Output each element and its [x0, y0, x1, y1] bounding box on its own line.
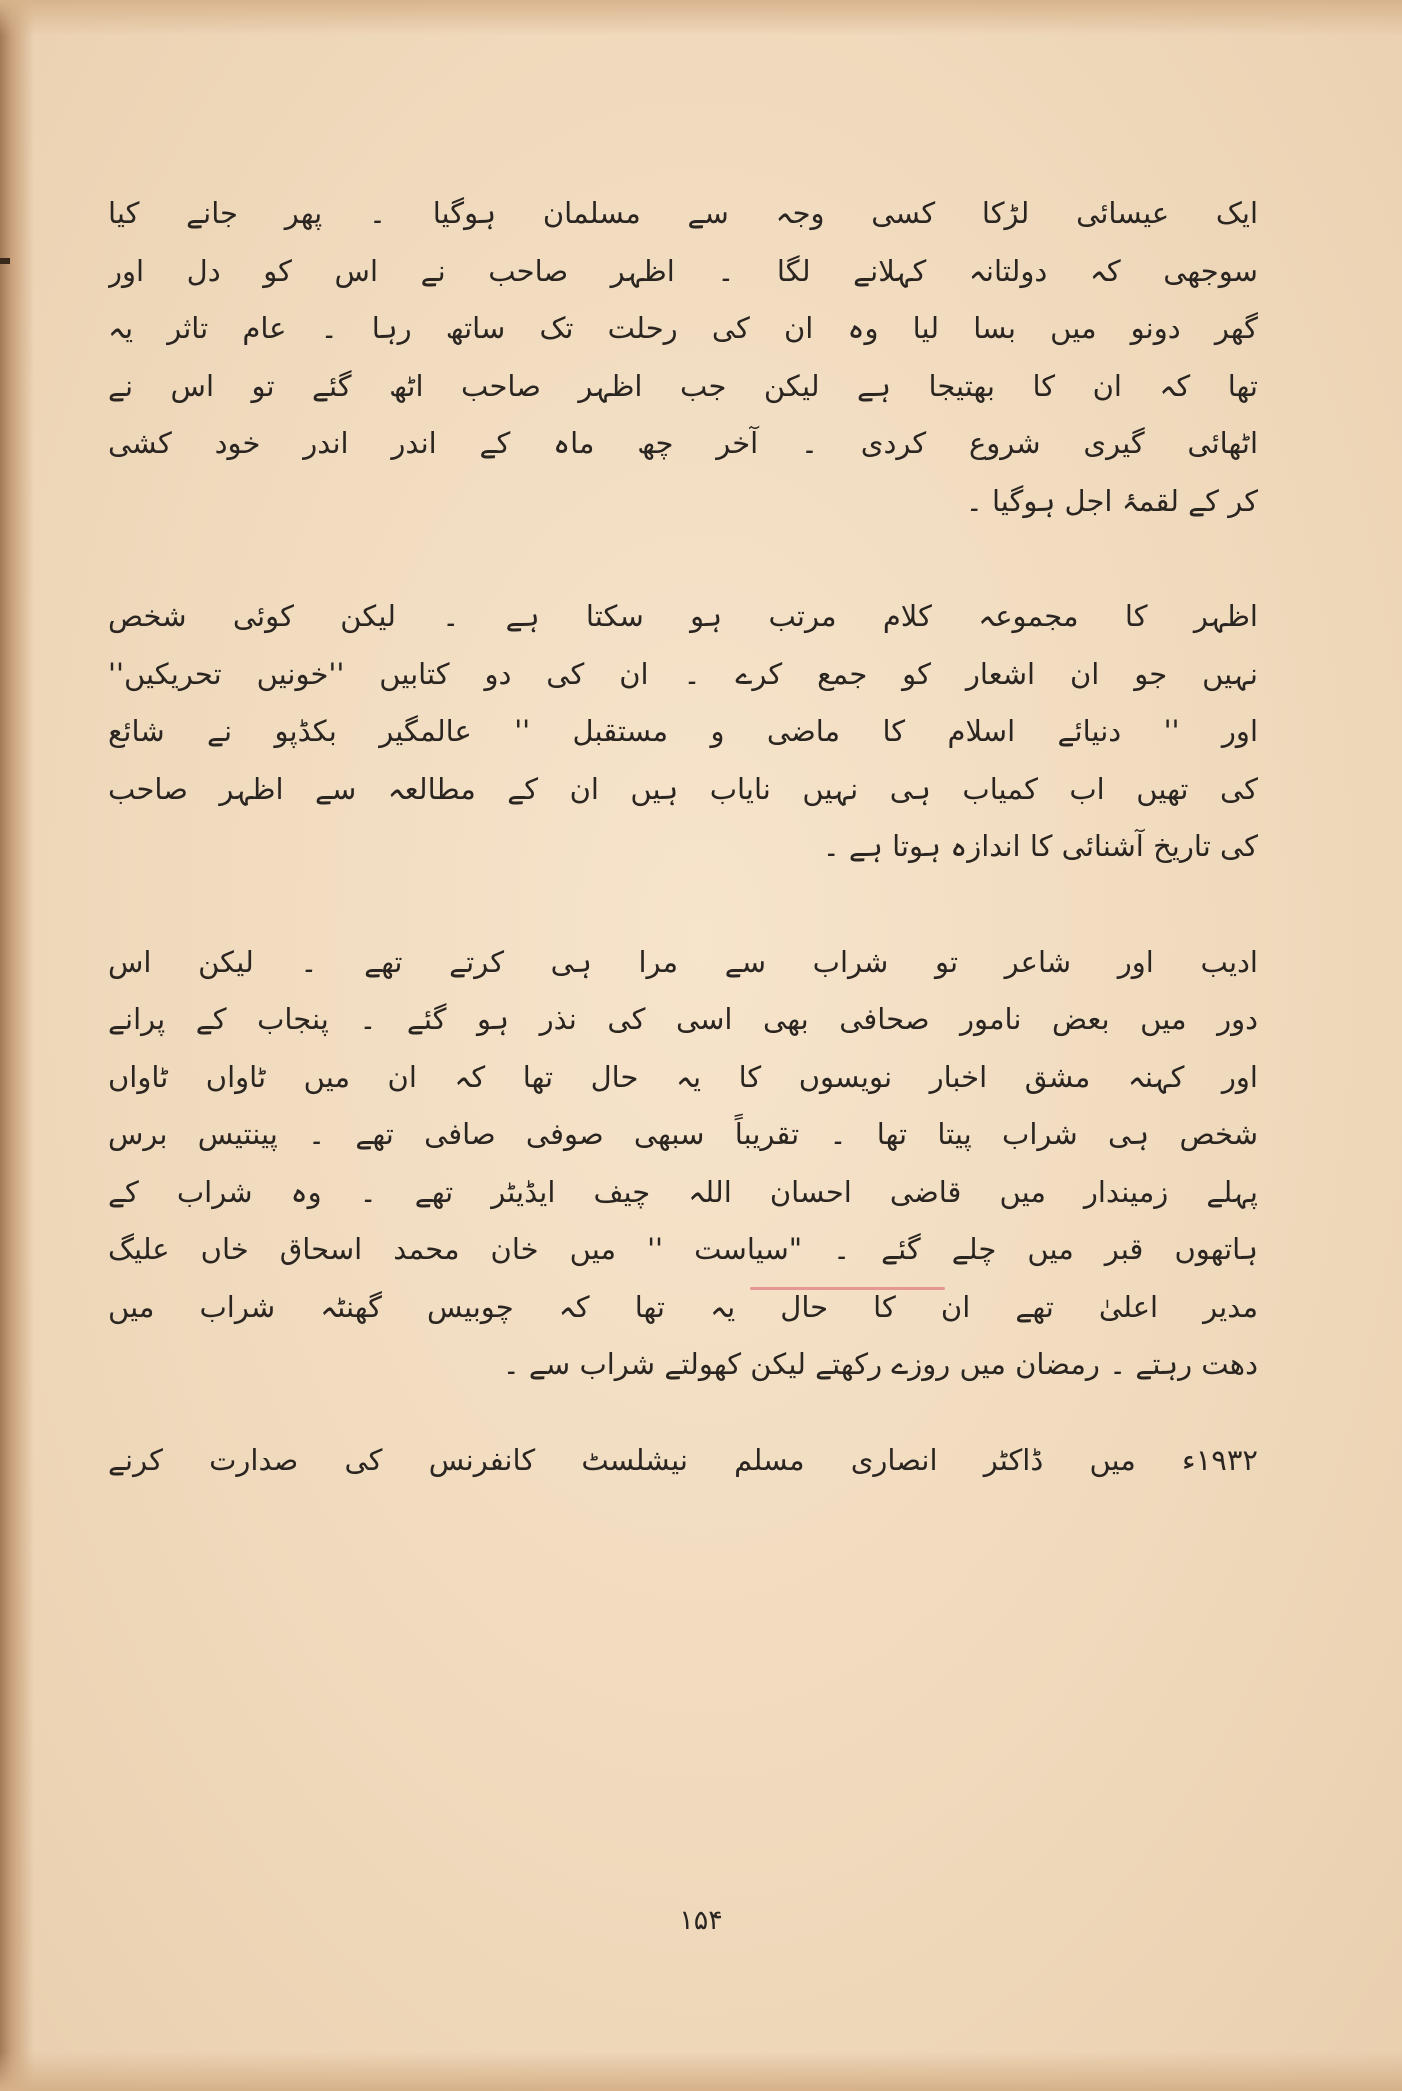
text-line: دور میں بعض نامور صحافی بھی اسی کی نذر ہو گئے ۔ پنجاب کے پرانے: [108, 1002, 1258, 1036]
page-gutter-shadow: [0, 0, 34, 2091]
text-line: تھا کہ ان کا بھتیجا ہے لیکن جب اظہر صاحب اٹھ گئے تو اس نے: [108, 368, 1258, 403]
text-line: پہلے زمیندار میں قاضی احسان اللہ چیف ایڈیٹر تھے ۔ وہ شراب کے: [108, 1174, 1258, 1209]
page-top-edge: [0, 0, 1402, 36]
text-line: کی تھیں اب کمیاب ہی نہیں نایاب ہیں ان کے مطالعہ سے اظہر صاحب: [108, 771, 1258, 806]
text-line: کی تاریخ آشنائی کا اندازہ ہوتا ہے ۔: [822, 829, 1258, 863]
text-line: اور کہنہ مشق اخبار نویسوں کا یہ حال تھا کہ ان میں ٹاواں ٹاواں: [108, 1059, 1258, 1094]
text-line: ہاتھوں قبر میں چلے گئے ۔ "سیاست '' میں خان محمد اسحاق خاں علیگ: [108, 1232, 1258, 1266]
pen-underline-mark: [750, 1287, 945, 1290]
text-line: اظہر کا مجموعہ کلام مرتب ہو سکتا ہے ۔ لیکن کوئی شخص: [108, 599, 1258, 633]
text-line: دھت رہتے ۔ رمضان میں روزے رکھتے لیکن کھولتے شراب سے ۔: [502, 1347, 1258, 1381]
body-text: [108, 185, 1258, 1489]
text-line: ایک عیسائی لڑکا کسی وجہ سے مسلمان ہوگیا ۔ پھر جانے کیا: [108, 196, 1258, 230]
text-line: ۱۹۳۲ء میں ڈاکٹر انصاری مسلم نیشلسٹ کانفرنس کی صدارت کرنے: [108, 1442, 1258, 1477]
text-line: کر کے لقمۂ اجل ہوگیا ۔: [965, 483, 1258, 518]
paragraph-2: [108, 588, 1258, 876]
paragraph-3: [108, 934, 1258, 1394]
text-line: گھر دونو میں بسا لیا وہ ان کی رحلت تک ساتھ رہا ۔ عام تاثر یہ: [108, 311, 1258, 345]
text-line: سوجھی کہ دولتانہ کہلانے لگا ۔ اظہر صاحب نے اس کو دل اور: [108, 253, 1258, 288]
page-bottom-edge: [0, 2051, 1402, 2091]
text-line: نہیں جو ان اشعار کو جمع کرے ۔ ان کی دو کتابیں ''خونیں تحریکیں'': [108, 656, 1258, 691]
text-line: مدیر اعلیٰ تھے ان کا حال یہ تھا کہ چوبیس گھنٹہ شراب میں: [108, 1289, 1258, 1324]
paragraph-1: [108, 185, 1258, 530]
text-line: اور '' دنیائے اسلام کا ماضی و مستقبل '' عالمگیر بکڈپو نے شائع: [108, 714, 1258, 748]
text-line: اٹھائی گیری شروع کردی ۔ آخر چھ ماہ کے اندر اندر خود کشی: [108, 426, 1258, 460]
page-edge-mark: [0, 258, 10, 264]
page-number: ۱۵۴: [679, 1905, 723, 1936]
text-line: شخص ہی شراب پیتا تھا ۔ تقریباً سبھی صوفی صافی تھے ۔ پینتیس برس: [108, 1117, 1258, 1151]
paragraph-4: [108, 1432, 1258, 1490]
text-line: ادیب اور شاعر تو شراب سے مرا ہی کرتے تھے ۔ لیکن اس: [108, 944, 1258, 979]
